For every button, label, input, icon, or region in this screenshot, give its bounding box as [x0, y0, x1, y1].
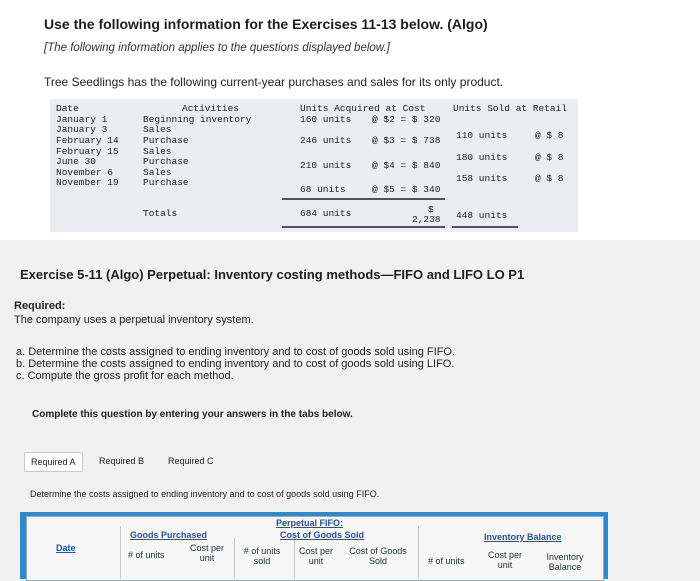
- totals-label: Totals: [143, 208, 178, 219]
- tab-required-c[interactable]: Required C: [168, 456, 214, 466]
- row-date: January 3: [56, 124, 108, 135]
- row-units-sold: 110 units: [456, 130, 508, 141]
- row-activity: Beginning inventory: [143, 114, 252, 125]
- col-date: Date: [56, 103, 79, 114]
- cost-per-unit-header: Cost per unit: [189, 543, 224, 563]
- row-units-acquired: 210 units: [300, 160, 352, 171]
- row-retail-price: @ $ 8: [535, 152, 564, 163]
- required-text: The company uses a perpetual inventory system.: [14, 314, 254, 326]
- col-activities: Activities: [182, 103, 240, 114]
- row-activity: Sales: [143, 146, 172, 157]
- row-date: November 6: [56, 167, 114, 178]
- row-cost: @ $3 = $ 738: [372, 135, 441, 146]
- row-cost: @ $2 = $ 320: [372, 114, 441, 125]
- item-b: b. Determine the costs assigned to ending inventory and to cost of goods sold using LIFO.: [16, 358, 455, 370]
- inv-units-header: # of units: [428, 556, 465, 566]
- totals-sold: 448 units: [456, 210, 508, 221]
- exercise-title: Exercise 5-11 (Algo) Perpetual: Inventory costing methods—FIFO and LIFO LO P1: [20, 267, 525, 282]
- tab-required-a[interactable]: Required A: [24, 452, 83, 472]
- row-units-sold: 180 units: [456, 152, 508, 163]
- instruction-text: Complete this question by entering your answers in the tabs below.: [32, 409, 353, 420]
- row-retail-price: @ $ 8: [535, 130, 564, 141]
- row-date: June 30: [56, 156, 96, 167]
- units-sold-header: # of units sold: [243, 546, 281, 566]
- row-activity: Purchase: [143, 156, 189, 167]
- totals-units: 684 units: [300, 208, 352, 219]
- row-date: February 15: [56, 146, 119, 157]
- row-date: January 1: [56, 114, 108, 125]
- row-cost: @ $4 = $ 840: [372, 160, 441, 171]
- item-a: a. Determine the costs assigned to ending inventory and to cost of goods sold using FIFO.: [16, 346, 456, 358]
- col-acquired: Units Acquired at Cost: [300, 103, 426, 114]
- page-subtitle: [The following information applies to the questions displayed below.]: [44, 42, 390, 54]
- row-activity: Purchase: [143, 177, 189, 188]
- grid-title: Perpetual FIFO:: [276, 518, 344, 528]
- row-units-sold: 158 units: [456, 173, 508, 184]
- row-activity: Purchase: [143, 135, 189, 146]
- row-retail-price: @ $ 8: [535, 173, 564, 184]
- totals-dollar: $: [428, 204, 434, 215]
- row-units-acquired: 160 units: [300, 114, 352, 125]
- row-cost: @ $5 = $ 340: [372, 184, 441, 195]
- totals-line: [282, 226, 445, 228]
- cost-per-unit-sold-header: Cost per unit: [298, 546, 333, 566]
- totals-cost: 2,238: [412, 214, 441, 225]
- intro-text: Tree Seedlings has the following current-year purchases and sales for its only product.: [44, 75, 504, 89]
- inv-cost-per-unit-header: Cost per unit: [487, 550, 522, 570]
- item-c: c. Compute the gross profit for each method.: [16, 370, 234, 382]
- inventory-balance-header: Inventory Balance: [484, 532, 562, 542]
- row-activity: Sales: [143, 167, 172, 178]
- cogs-column-header: Cost of Goods Sold: [349, 546, 407, 566]
- goods-purchased-header: Goods Purchased: [130, 530, 208, 540]
- totals-line-sold: [452, 226, 518, 228]
- row-units-acquired: 68 units: [300, 184, 346, 195]
- col-sold: Units Sold at Retail: [453, 103, 568, 114]
- row-date: February 14: [56, 135, 119, 146]
- row-date: November 19: [56, 177, 119, 188]
- page-title: Use the following information for the Exercises 11-13 below. (Algo): [44, 16, 488, 32]
- required-label: Required:: [14, 300, 66, 312]
- row-units-acquired: 246 units: [300, 135, 352, 146]
- units-header: # of units: [128, 550, 165, 560]
- subtotal-line: [282, 198, 445, 200]
- cogs-header: Cost of Goods Sold: [280, 530, 364, 540]
- row-activity: Sales: [143, 124, 172, 135]
- inv-balance-column-header: Inventory Balance: [546, 552, 584, 572]
- question-text: Determine the costs assigned to ending inventory and to cost of goods sold using FIFO.: [30, 489, 380, 499]
- tab-required-b[interactable]: Required B: [99, 456, 145, 466]
- date-header: Date: [56, 543, 76, 553]
